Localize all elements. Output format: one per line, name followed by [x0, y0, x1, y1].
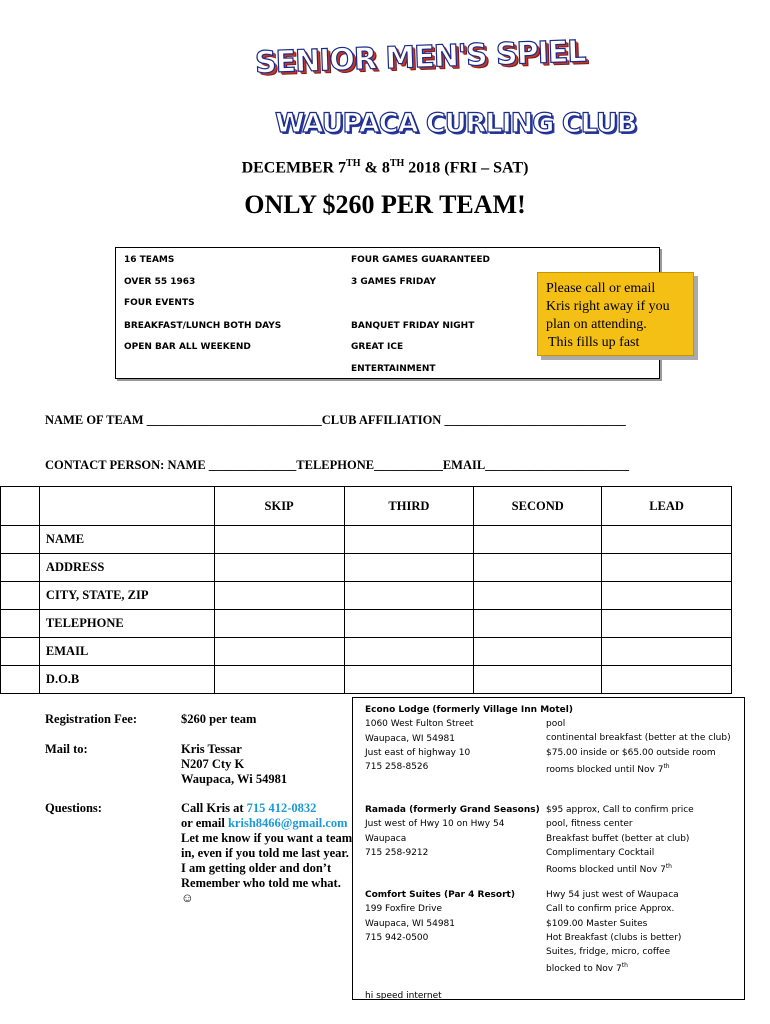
col-header-skip: SKIP: [214, 487, 344, 526]
attendance-callout: [537, 272, 694, 356]
hotel-econo-lodge: Econo Lodge (formerly Village Inn Motel) 1060 West Fulton Street Waupaca, WI 54981 Just east of highway 10 715 258-8526: [365, 705, 573, 773]
cell-input[interactable]: [344, 610, 474, 638]
cell-input[interactable]: [214, 638, 344, 666]
cell-input[interactable]: [474, 554, 602, 582]
row-label-name: NAME: [39, 526, 214, 554]
table-row: [1, 610, 732, 638]
phone-link[interactable]: 715 412-0832: [246, 801, 317, 815]
questions-text: Call Kris at 715 412-0832 or email krish8466@gmail.com Let me know if you want a team in, even if you told me last year. I am getting older and don’t Remember who told me what. ☺: [181, 801, 353, 905]
email-link[interactable]: krish8466@gmail.com: [227, 816, 348, 830]
info-item: FOUR GAMES GUARANTEED: [351, 255, 490, 265]
contact-person-line[interactable]: CONTACT PERSON: NAME ______________TELEPHONE___________EMAIL_______________________: [45, 458, 629, 472]
hotel-info-box: [352, 697, 745, 1000]
callout-line: Kris right away if you: [546, 299, 670, 314]
price-headline: ONLY $260 PER TEAM!: [244, 190, 526, 219]
mail-address: Kris Tessar N207 Cty K Waupaca, Wi 54981: [181, 742, 288, 786]
cell-input[interactable]: [214, 582, 344, 610]
cell-input[interactable]: [344, 638, 474, 666]
logo-senior-mens-spiel: SENIOR MEN'S SPIEL: [254, 34, 586, 81]
info-item: BANQUET FRIDAY NIGHT: [351, 321, 475, 331]
row-label-city-state-zip: CITY, STATE, ZIP: [39, 582, 214, 610]
team-name-line[interactable]: NAME OF TEAM ____________________________CLUB AFFILIATION _____________________________: [45, 413, 626, 427]
info-item: GREAT ICE: [351, 342, 404, 352]
cell-input[interactable]: [602, 666, 732, 694]
info-item: OVER 55 1963: [124, 277, 196, 287]
row-label-email: EMAIL: [39, 638, 214, 666]
table-row: [1, 582, 732, 610]
cell-input[interactable]: [214, 610, 344, 638]
cell-input[interactable]: [344, 554, 474, 582]
logo-waupaca-curling-club: WAUPACA CURLING CLUB: [275, 108, 637, 139]
row-label-address: ADDRESS: [39, 554, 214, 582]
hotel-comfort-suites: Comfort Suites (Par 4 Resort) 199 Foxfire Drive Waupaca, WI 54981 715 942-0500: [365, 890, 515, 943]
info-item: 16 TEAMS: [124, 255, 175, 265]
hotel-footer-text: hi speed internet: [365, 991, 442, 1000]
cell-input[interactable]: [474, 526, 602, 554]
questions-label: Questions:: [45, 801, 102, 815]
row-label-telephone: TELEPHONE: [39, 610, 214, 638]
cell-input[interactable]: [214, 554, 344, 582]
info-item: BREAKFAST/LUNCH BOTH DAYS: [124, 321, 282, 331]
info-item: ENTERTAINMENT: [351, 364, 436, 374]
cell-input[interactable]: [214, 526, 344, 554]
row-label-dob: D.O.B: [39, 666, 214, 694]
mail-label: Mail to:: [45, 742, 88, 756]
cell-input[interactable]: [602, 554, 732, 582]
cell-input[interactable]: [474, 638, 602, 666]
table-row: [1, 554, 732, 582]
team-roster-table: [0, 486, 732, 694]
hotel-econo-details: pool continental breakfast (better at the club) $75.00 inside or $65.00 outside room rooms blocked until Nov 7th: [546, 719, 731, 775]
fee-value: $260 per team: [181, 712, 257, 726]
event-date: DECEMBER 7TH & 8TH 2018 (FRI – SAT): [241, 158, 529, 177]
cell-input[interactable]: [344, 526, 474, 554]
cell-input[interactable]: [602, 638, 732, 666]
cell-input[interactable]: [602, 582, 732, 610]
callout-line: plan on attending.: [546, 317, 647, 332]
col-header-second: SECOND: [474, 487, 602, 526]
info-item: OPEN BAR ALL WEEKEND: [124, 342, 251, 352]
hotel-ramada-details: $95 approx, Call to confirm price pool, fitness center Breakfast buffet (better at club) Complimentary Cocktail Rooms blocked until Nov 7th: [546, 805, 694, 876]
col-header-third: THIRD: [344, 487, 474, 526]
smiley-icon: ☺: [181, 891, 194, 905]
cell-input[interactable]: [602, 610, 732, 638]
cell-input[interactable]: [344, 666, 474, 694]
cell-input[interactable]: [344, 582, 474, 610]
info-item: 3 GAMES FRIDAY: [351, 277, 436, 287]
table-row: [1, 526, 732, 554]
cell-input[interactable]: [474, 582, 602, 610]
callout-line: This fills up fast: [548, 335, 640, 350]
cell-input[interactable]: [474, 610, 602, 638]
cell-input[interactable]: [474, 666, 602, 694]
table-row: [1, 638, 732, 666]
hotel-comfort-details: Hwy 54 just west of Waupaca Call to confirm price Approx. $109.00 Master Suites Hot Breakfast (clubs is better) Suites, fridge, micro, coffee blocked to Nov 7th: [546, 890, 682, 975]
info-item: FOUR EVENTS: [124, 298, 195, 308]
cell-input[interactable]: [214, 666, 344, 694]
callout-line: Please call or email: [546, 281, 656, 296]
fee-label: Registration Fee:: [45, 712, 137, 726]
cell-input[interactable]: [602, 526, 732, 554]
hotel-ramada: Ramada (formerly Grand Seasons) Just west of Hwy 10 on Hwy 54 Waupaca 715 258-9212: [365, 805, 540, 858]
table-row: [1, 666, 732, 694]
col-header-lead: LEAD: [602, 487, 732, 526]
